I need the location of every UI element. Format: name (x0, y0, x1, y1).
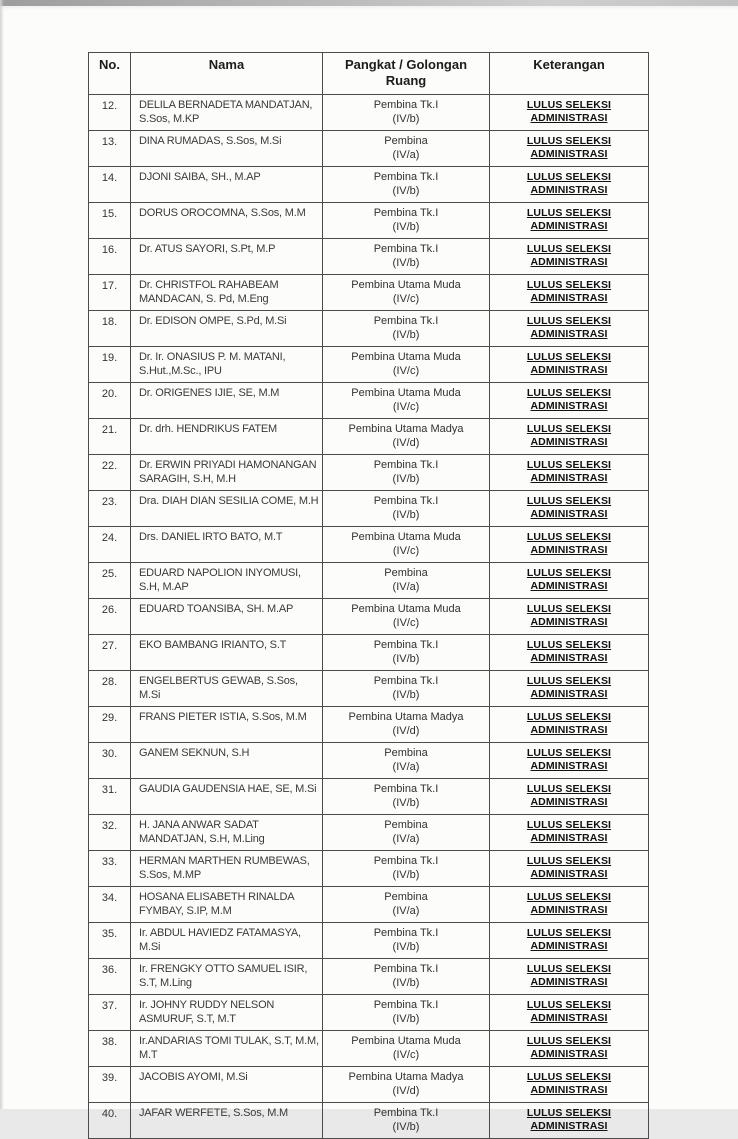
name-cell: Dr. ORIGENES IJIE, SE, M.M (131, 383, 323, 419)
status-cell (490, 815, 649, 851)
name-cell: JACOBIS AYOMI, M.Si (131, 1067, 323, 1103)
name-cell: EDUARD TOANSIBA, SH. M.AP (131, 599, 323, 635)
rank-label: Pembina Utama Muda (351, 603, 461, 615)
name-cell: DJONI SAIBA, SH., M.AP (131, 167, 323, 203)
rank-cell (323, 1067, 490, 1103)
rank-cell (323, 311, 490, 347)
golongan-label: (IV/a) (392, 581, 420, 593)
rank-label: Pembina Utama Madya (348, 711, 464, 723)
status-text: LULUS SELEKSI ADMINISTRASI (526, 279, 612, 304)
table-row (89, 995, 649, 1031)
table-row (89, 167, 649, 203)
golongan-label: (IV/c) (392, 617, 420, 629)
golongan-label: (IV/b) (392, 473, 420, 485)
status-cell (490, 563, 649, 599)
status-text: LULUS SELEKSI ADMINISTRASI (526, 783, 612, 808)
rank-cell (323, 1103, 490, 1139)
rank-cell (323, 599, 490, 635)
name-cell: DINA RUMADAS, S.Sos, M.Si (131, 131, 323, 167)
golongan-label: (IV/b) (392, 797, 420, 809)
rank-cell (323, 383, 490, 419)
row-number-cell: 26. (89, 599, 131, 635)
status-text: LULUS SELEKSI ADMINISTRASI (526, 459, 612, 484)
name-cell: HOSANA ELISABETH RINALDA FYMBAY, S.IP, M.M (131, 887, 323, 923)
golongan-label: (IV/c) (392, 1049, 420, 1061)
row-number-cell: 24. (89, 527, 131, 563)
row-number-cell: 22. (89, 455, 131, 491)
status-cell (490, 707, 649, 743)
rank-cell (323, 167, 490, 203)
status-cell (490, 491, 649, 527)
golongan-label: (IV/a) (392, 905, 420, 917)
row-number-cell: 40. (89, 1103, 131, 1139)
rank-label: Pembina Utama Muda (351, 351, 461, 363)
name-cell: Dr. ERWIN PRIYADI HAMONANGAN SARAGIH, S.H, M.H (131, 455, 323, 491)
rank-label: Pembina Tk.I (373, 207, 439, 219)
rank-label: Pembina Utama Muda (351, 1035, 461, 1047)
status-cell (490, 743, 649, 779)
golongan-label: (IV/d) (392, 437, 420, 449)
status-cell (490, 887, 649, 923)
table-row (89, 707, 649, 743)
row-number-cell: 29. (89, 707, 131, 743)
status-cell (490, 1031, 649, 1067)
golongan-label: (IV/b) (392, 509, 420, 521)
name-cell: Dr. drh. HENDRIKUS FATEM (131, 419, 323, 455)
golongan-label: (IV/b) (392, 257, 420, 269)
golongan-label: (IV/d) (392, 1085, 420, 1097)
table-row (89, 491, 649, 527)
name-cell: JAFAR WERFETE, S.Sos, M.M (131, 1103, 323, 1139)
rank-label: Pembina Utama Madya (348, 423, 464, 435)
table-header (89, 53, 649, 95)
status-cell (490, 923, 649, 959)
status-text: LULUS SELEKSI ADMINISTRASI (526, 675, 612, 700)
status-text: LULUS SELEKSI ADMINISTRASI (526, 999, 612, 1024)
column-header-pangkat-golongan: Pangkat / Golongan Ruang (323, 53, 490, 95)
name-cell: Ir. FRENGKY OTTO SAMUEL ISIR, S.T, M.Ling (131, 959, 323, 995)
status-text: LULUS SELEKSI ADMINISTRASI (526, 891, 612, 916)
table-row (89, 95, 649, 131)
rank-label: Pembina Tk.I (373, 171, 439, 183)
row-number-cell: 23. (89, 491, 131, 527)
rank-label: Pembina (384, 747, 428, 759)
golongan-label: (IV/a) (392, 833, 420, 845)
table-row (89, 815, 649, 851)
rank-label: Pembina Tk.I (373, 639, 439, 651)
rank-cell (323, 527, 490, 563)
golongan-label: (IV/b) (392, 1013, 420, 1025)
table-row (89, 923, 649, 959)
name-cell: DELILA BERNADETA MANDATJAN, S.Sos, M.KP (131, 95, 323, 131)
table-row (89, 347, 649, 383)
rank-cell (323, 815, 490, 851)
rank-cell (323, 419, 490, 455)
status-cell (490, 635, 649, 671)
golongan-label: (IV/b) (392, 653, 420, 665)
rank-cell (323, 131, 490, 167)
golongan-label: (IV/b) (392, 869, 420, 881)
status-text: LULUS SELEKSI ADMINISTRASI (526, 171, 612, 196)
rank-label: Pembina Utama Muda (351, 279, 461, 291)
table-row (89, 851, 649, 887)
row-number-cell: 28. (89, 671, 131, 707)
table-row (89, 887, 649, 923)
name-cell: EKO BAMBANG IRIANTO, S.T (131, 635, 323, 671)
row-number-cell: 12. (89, 95, 131, 131)
golongan-label: (IV/c) (392, 401, 420, 413)
status-cell (490, 167, 649, 203)
table-body (89, 95, 649, 1139)
golongan-label: (IV/a) (392, 761, 420, 773)
golongan-label: (IV/b) (392, 113, 420, 125)
name-cell: Ir.ANDARIAS TOMI TULAK, S.T, M.M, M.T (131, 1031, 323, 1067)
rank-cell (323, 779, 490, 815)
rank-cell (323, 95, 490, 131)
status-cell (490, 275, 649, 311)
table-row (89, 311, 649, 347)
status-cell (490, 959, 649, 995)
status-text: LULUS SELEKSI ADMINISTRASI (526, 927, 612, 952)
golongan-label: (IV/b) (392, 185, 420, 197)
rank-label: Pembina Tk.I (373, 855, 439, 867)
status-cell (490, 779, 649, 815)
row-number-cell: 19. (89, 347, 131, 383)
status-cell (490, 239, 649, 275)
rank-label: Pembina Utama Muda (351, 531, 461, 543)
status-text: LULUS SELEKSI ADMINISTRASI (526, 1071, 612, 1096)
golongan-label: (IV/b) (392, 329, 420, 341)
rank-cell (323, 959, 490, 995)
status-text: LULUS SELEKSI ADMINISTRASI (526, 963, 612, 988)
name-cell: GAUDIA GAUDENSIA HAE, SE, M.Si (131, 779, 323, 815)
rank-cell (323, 671, 490, 707)
status-text: LULUS SELEKSI ADMINISTRASI (526, 1035, 612, 1060)
status-text: LULUS SELEKSI ADMINISTRASI (526, 567, 612, 592)
name-cell: ENGELBERTUS GEWAB, S.Sos, M.Si (131, 671, 323, 707)
rank-label: Pembina (384, 819, 428, 831)
rank-label: Pembina Tk.I (373, 999, 439, 1011)
status-cell (490, 95, 649, 131)
row-number-cell: 18. (89, 311, 131, 347)
rank-label: Pembina (384, 567, 428, 579)
rank-cell (323, 203, 490, 239)
row-number-cell: 27. (89, 635, 131, 671)
golongan-label: (IV/b) (392, 1121, 420, 1133)
status-text: LULUS SELEKSI ADMINISTRASI (526, 639, 612, 664)
golongan-label: (IV/c) (392, 365, 420, 377)
rank-cell (323, 851, 490, 887)
table-row (89, 671, 649, 707)
column-header-no: No. (89, 53, 131, 95)
rank-label: Pembina (384, 135, 428, 147)
table-row (89, 419, 649, 455)
row-number-cell: 15. (89, 203, 131, 239)
table-row (89, 599, 649, 635)
row-number-cell: 35. (89, 923, 131, 959)
scan-edge-left (0, 0, 4, 1109)
golongan-label: (IV/b) (392, 689, 420, 701)
rank-cell (323, 275, 490, 311)
table-row (89, 563, 649, 599)
name-cell: Dr. ATUS SAYORI, S.Pt, M.P (131, 239, 323, 275)
status-text: LULUS SELEKSI ADMINISTRASI (526, 1107, 612, 1132)
rank-label: Pembina Tk.I (373, 243, 439, 255)
name-cell: Ir. ABDUL HAVIEDZ FATAMASYA, M.Si (131, 923, 323, 959)
name-cell: HERMAN MARTHEN RUMBEWAS, S.Sos, M.MP (131, 851, 323, 887)
status-cell (490, 419, 649, 455)
rank-cell (323, 887, 490, 923)
table-row (89, 635, 649, 671)
status-cell (490, 671, 649, 707)
row-number-cell: 30. (89, 743, 131, 779)
status-cell (490, 455, 649, 491)
name-cell: DORUS OROCOMNA, S.Sos, M.M (131, 203, 323, 239)
row-number-cell: 21. (89, 419, 131, 455)
status-cell (490, 347, 649, 383)
table-row (89, 203, 649, 239)
rank-label: Pembina Tk.I (373, 963, 439, 975)
status-cell (490, 1067, 649, 1103)
row-number-cell: 34. (89, 887, 131, 923)
status-text: LULUS SELEKSI ADMINISTRASI (526, 315, 612, 340)
golongan-label: (IV/c) (392, 545, 420, 557)
golongan-label: (IV/b) (392, 977, 420, 989)
row-number-cell: 17. (89, 275, 131, 311)
status-text: LULUS SELEKSI ADMINISTRASI (526, 99, 612, 124)
rank-label: Pembina Tk.I (373, 1107, 439, 1119)
status-text: LULUS SELEKSI ADMINISTRASI (526, 207, 612, 232)
table-row (89, 239, 649, 275)
row-number-cell: 16. (89, 239, 131, 275)
rank-cell (323, 347, 490, 383)
table-row (89, 779, 649, 815)
status-cell (490, 131, 649, 167)
status-text: LULUS SELEKSI ADMINISTRASI (526, 387, 612, 412)
name-cell: EDUARD NAPOLION INYOMUSI, S.H, M.AP (131, 563, 323, 599)
rank-label: Pembina Utama Madya (348, 1071, 464, 1083)
rank-label: Pembina Utama Muda (351, 387, 461, 399)
row-number-cell: 37. (89, 995, 131, 1031)
golongan-label: (IV/b) (392, 221, 420, 233)
status-text: LULUS SELEKSI ADMINISTRASI (526, 531, 612, 556)
rank-label: Pembina Tk.I (373, 315, 439, 327)
status-cell (490, 1103, 649, 1139)
name-cell: Dra. DIAH DIAN SESILIA COME, M.H (131, 491, 323, 527)
table-row (89, 1067, 649, 1103)
golongan-label: (IV/d) (392, 725, 420, 737)
table-row (89, 1031, 649, 1067)
rank-label: Pembina (384, 891, 428, 903)
golongan-label: (IV/c) (392, 293, 420, 305)
row-number-cell: 38. (89, 1031, 131, 1067)
table-row (89, 275, 649, 311)
status-text: LULUS SELEKSI ADMINISTRASI (526, 819, 612, 844)
row-number-cell: 13. (89, 131, 131, 167)
status-text: LULUS SELEKSI ADMINISTRASI (526, 495, 612, 520)
rank-cell (323, 743, 490, 779)
status-text: LULUS SELEKSI ADMINISTRASI (526, 603, 612, 628)
name-cell: GANEM SEKNUN, S.H (131, 743, 323, 779)
table-row (89, 743, 649, 779)
rank-cell (323, 635, 490, 671)
column-header-nama: Nama (131, 53, 323, 95)
header-row (89, 53, 649, 95)
row-number-cell: 36. (89, 959, 131, 995)
status-cell (490, 851, 649, 887)
rank-cell (323, 455, 490, 491)
rank-label: Pembina Tk.I (373, 675, 439, 687)
row-number-cell: 33. (89, 851, 131, 887)
rank-cell (323, 923, 490, 959)
rank-cell (323, 995, 490, 1031)
table-row (89, 131, 649, 167)
rank-cell (323, 1031, 490, 1067)
status-cell (490, 311, 649, 347)
rank-label: Pembina Tk.I (373, 783, 439, 795)
row-number-cell: 39. (89, 1067, 131, 1103)
status-text: LULUS SELEKSI ADMINISTRASI (526, 855, 612, 880)
golongan-label: (IV/b) (392, 941, 420, 953)
status-text: LULUS SELEKSI ADMINISTRASI (526, 135, 612, 160)
table-row (89, 527, 649, 563)
status-text: LULUS SELEKSI ADMINISTRASI (526, 423, 612, 448)
selection-results-table (88, 52, 649, 1139)
table-row (89, 959, 649, 995)
status-text: LULUS SELEKSI ADMINISTRASI (526, 351, 612, 376)
table-row (89, 383, 649, 419)
rank-label: Pembina Tk.I (373, 459, 439, 471)
rank-label: Pembina Tk.I (373, 927, 439, 939)
status-cell (490, 527, 649, 563)
status-cell (490, 383, 649, 419)
status-cell (490, 599, 649, 635)
name-cell: Drs. DANIEL IRTO BATO, M.T (131, 527, 323, 563)
name-cell: Dr. EDISON OMPE, S.Pd, M.Si (131, 311, 323, 347)
name-cell: FRANS PIETER ISTIA, S.Sos, M.M (131, 707, 323, 743)
status-text: LULUS SELEKSI ADMINISTRASI (526, 711, 612, 736)
table-row (89, 455, 649, 491)
row-number-cell: 20. (89, 383, 131, 419)
name-cell: Dr. CHRISTFOL RAHABEAM MANDACAN, S. Pd, M.Eng (131, 275, 323, 311)
name-cell: H. JANA ANWAR SADAT MANDATJAN, S.H, M.Ling (131, 815, 323, 851)
status-cell (490, 203, 649, 239)
status-cell (490, 995, 649, 1031)
column-header-keterangan: Keterangan (490, 53, 649, 95)
row-number-cell: 31. (89, 779, 131, 815)
rank-label: Pembina Tk.I (373, 495, 439, 507)
rank-cell (323, 239, 490, 275)
name-cell: Dr. Ir. ONASIUS P. M. MATANI, S.Hut.,M.Sc., IPU (131, 347, 323, 383)
row-number-cell: 14. (89, 167, 131, 203)
row-number-cell: 25. (89, 563, 131, 599)
row-number-cell: 32. (89, 815, 131, 851)
rank-cell (323, 563, 490, 599)
table-row (89, 1103, 649, 1139)
rank-cell (323, 491, 490, 527)
golongan-label: (IV/a) (392, 149, 420, 161)
scan-edge-shadow (0, 6, 738, 10)
name-cell: Ir. JOHNY RUDDY NELSON ASMURUF, S.T, M.T (131, 995, 323, 1031)
rank-label: Pembina Tk.I (373, 99, 439, 111)
status-text: LULUS SELEKSI ADMINISTRASI (526, 747, 612, 772)
status-text: LULUS SELEKSI ADMINISTRASI (526, 243, 612, 268)
rank-cell (323, 707, 490, 743)
